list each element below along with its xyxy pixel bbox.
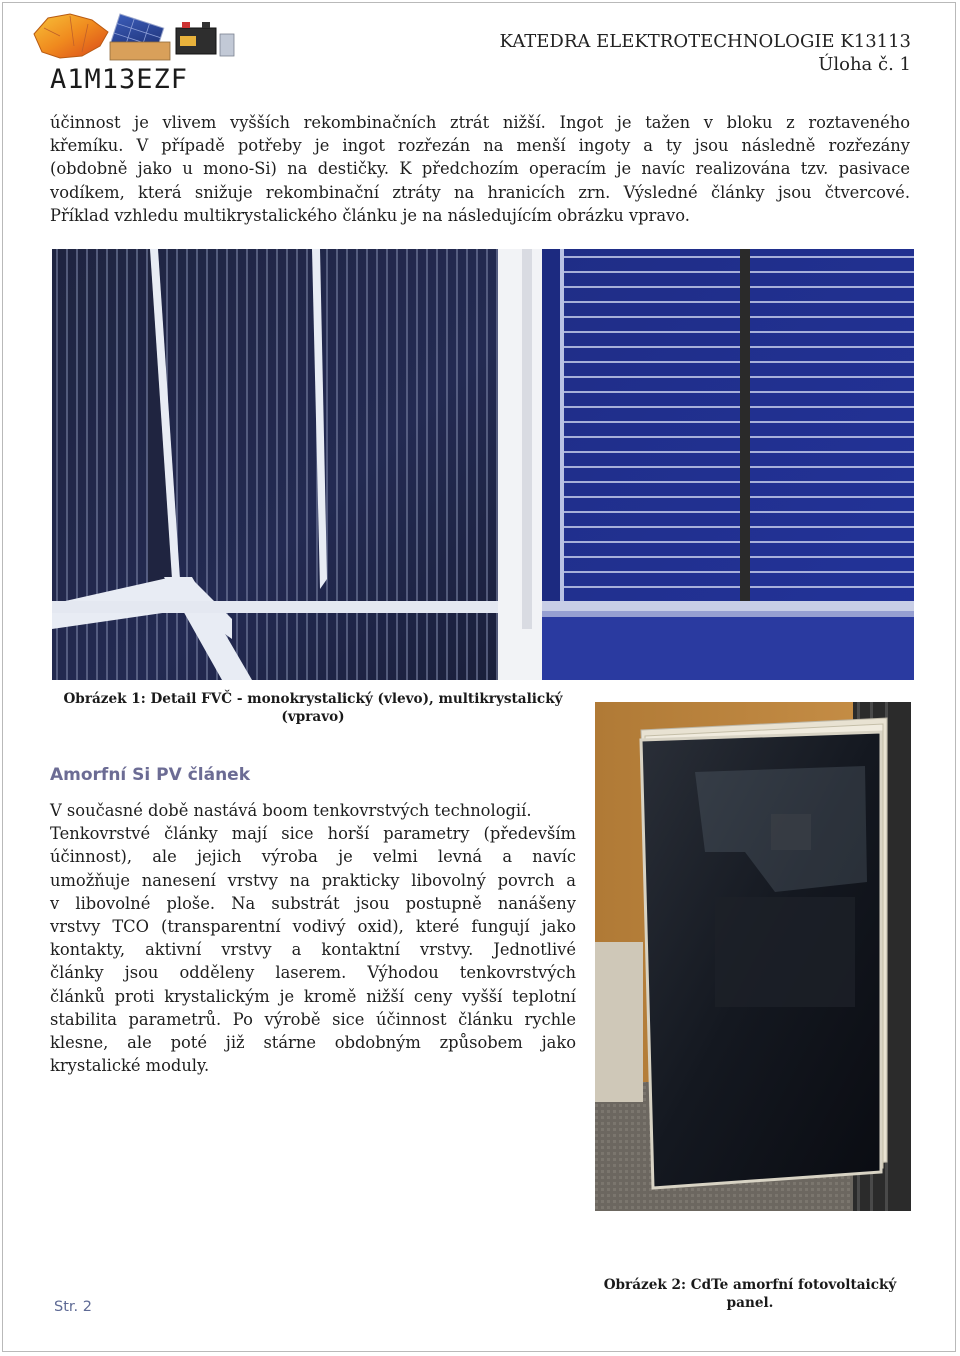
page-number: Str. 2 <box>54 1299 92 1315</box>
paragraph-line: vrstvy TCO (transparentní vodivý oxid), které fungují jako <box>50 917 576 937</box>
figure-2-caption: Obrázek 2: CdTe amorfní fotovoltaický panel. <box>603 1277 897 1311</box>
intro-paragraph <box>50 111 910 227</box>
paragraph-line: účinnost), ale jejich výroba je velmi levná a navíc <box>50 847 576 867</box>
cdte-panel-photo <box>595 702 911 1211</box>
solar-cell-detail-photo <box>52 249 914 680</box>
paragraph-line: V současné době nastává boom tenkovrstvých technologií. <box>50 801 532 820</box>
paragraph-line: Tenkovrstvé články mají sice horší parametry (především <box>50 824 576 844</box>
paragraph-line: (obdobně jako u mono-Si) na destičky. K předchozím operacím je navíc realizována tzv. pasivace <box>50 159 910 179</box>
paragraph-line: krystalické moduly. <box>50 1056 210 1076</box>
figure-1-caption: Obrázek 1: Detail FVČ - monokrystalický (vlevo), multikrystalický (vpravo) <box>63 691 563 725</box>
course-code: A1M13EZF <box>50 64 189 95</box>
task-number: Úloha č. 1 <box>818 54 911 75</box>
paragraph-line: kontakty, aktivní vrstvy a kontaktní vrstvy. Jednotlivé <box>50 940 576 960</box>
paragraph-line: klesne, ale poté již stárne obdobným způsobem jako <box>50 1033 576 1053</box>
amorphous-si-paragraph <box>50 799 576 1077</box>
department-name: KATEDRA ELEKTROTECHNOLOGIE K13113 <box>499 31 911 52</box>
paragraph-line: v libovolné ploše. Na substrát jsou postupně nanášeny <box>50 893 576 913</box>
paragraph-line: článků proti krystalickým je kromě nižší ceny vyšší teplotní <box>50 986 576 1006</box>
paragraph-line: články jsou odděleny laserem. Výhodou tenkovrstvých <box>50 963 576 983</box>
paragraph-line: vodíkem, která snižuje rekombinační ztráty na hranicích zrn. Výsledné články jsou čtvercové. <box>50 182 910 202</box>
section-heading: Amorfní Si PV článek <box>50 765 251 785</box>
paragraph-line: umožňuje nanesení vrstvy na prakticky libovolný povrch a <box>50 870 576 890</box>
department-header <box>500 30 911 76</box>
paragraph-line: Příklad vzhledu multikrystalického článku je na následujícím obrázku vpravo. <box>50 205 690 225</box>
paragraph-line: stabilita parametrů. Po výrobě sice účinnost článku rychle <box>50 1009 576 1029</box>
paragraph-line: křemíku. V případě potřeby je ingot rozřezán na menší ingoty a ty jsou následně rozřezány <box>50 136 910 156</box>
paragraph-line: účinnost je vlivem vyšších rekombinačních ztrát nižší. Ingot je tažen v bloku z roztaveného <box>50 113 910 132</box>
